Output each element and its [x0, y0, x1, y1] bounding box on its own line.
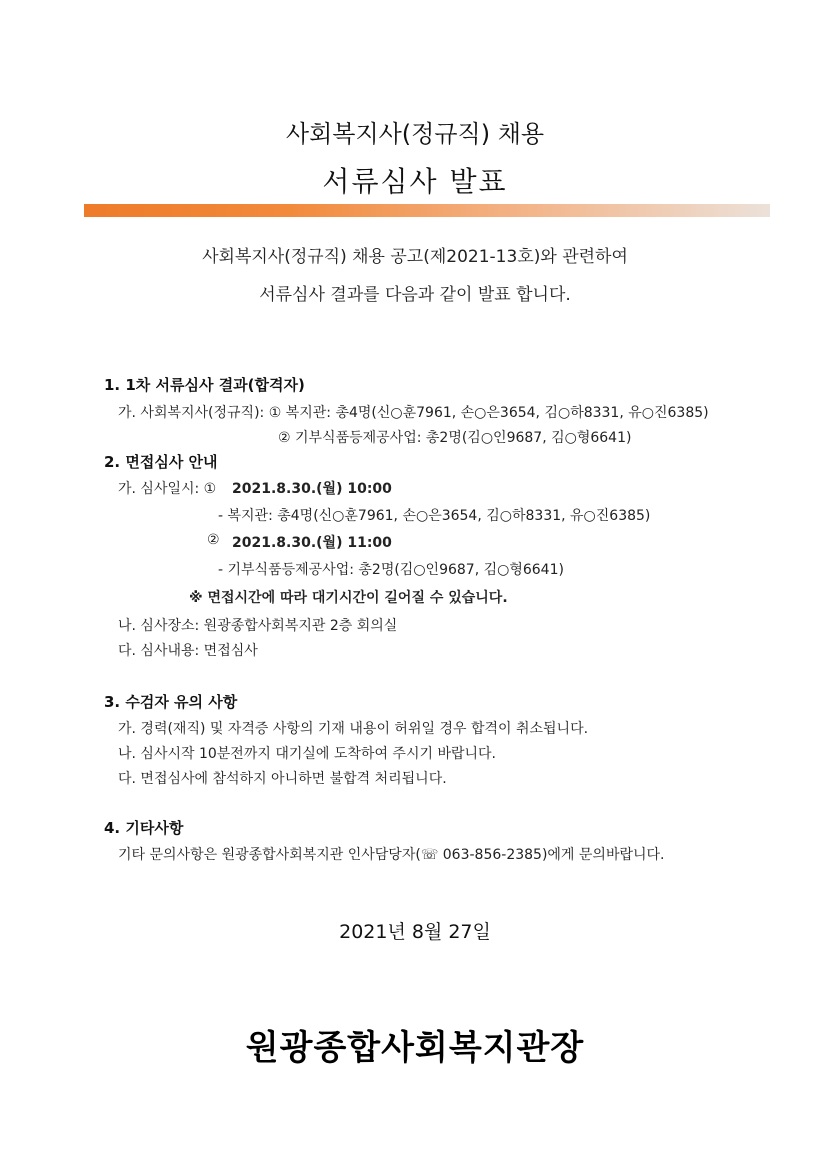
section-3-item-2: 나. 심사시작 10분전까지 대기실에 도착하여 주시기 바랍니다.	[118, 746, 496, 762]
schedule-label: 가. 심사일시: ①	[118, 481, 217, 497]
section-3-item-1: 가. 경력(재직) 및 자격증 사항의 기재 내용이 허위일 경우 합격이 취소됩니다.	[118, 721, 589, 737]
title-line-1: 사회복지사(정규직) 채용	[285, 120, 545, 148]
slot-1-detail: - 복지관: 총4명(신○훈7961, 손○은3654, 김○하8331, 유○진6385)	[218, 508, 651, 524]
content-text: 다. 심사내용: 면접심사	[118, 643, 258, 659]
slot-2-time: 2021.8.30.(월) 11:00	[232, 535, 392, 551]
title-line-2: 서류심사 발표	[322, 165, 508, 198]
section-1-line-2: ② 기부식품등제공사업: 총2명(김○인9687, 김○형6641)	[278, 430, 632, 446]
section-3-heading: 3. 수검자 유의 사항	[104, 693, 238, 711]
intro-line-2: 서류심사 결과를 다음과 같이 발표 합니다.	[259, 285, 571, 305]
section-1-line-1: 가. 사회복지사(정규직): ① 복지관: 총4명(신○훈7961, 손○은3654, 김○하8331, 유○진6385)	[118, 405, 709, 421]
section-4-heading: 4. 기타사항	[104, 819, 184, 837]
organization-name: 원광종합사회복지관장	[245, 1028, 585, 1068]
accent-gradient-bar	[84, 204, 770, 217]
issue-date: 2021년 8월 27일	[339, 921, 491, 943]
section-4-line: 기타 문의사항은 원광종합사회복지관 인사담당자(☏ 063-856-2385)에게 문의바랍니다.	[118, 847, 665, 863]
section-1-heading: 1. 1차 서류심사 결과(합격자)	[104, 376, 305, 394]
intro-line-1: 사회복지사(정규직) 채용 공고(제2021-13호)와 관련하여	[202, 247, 628, 267]
slot-1-time: 2021.8.30.(월) 10:00	[232, 481, 392, 497]
notice-text: ※ 면접시간에 따라 대기시간이 길어질 수 있습니다.	[189, 590, 508, 606]
section-2-heading: 2. 면접심사 안내	[104, 453, 218, 471]
slot-2-detail: - 기부식품등제공사업: 총2명(김○인9687, 김○형6641)	[218, 562, 564, 578]
slot-2-marker: ②	[207, 532, 220, 548]
place-text: 나. 심사장소: 원광종합사회복지관 2층 회의실	[118, 618, 398, 634]
section-3-item-3: 다. 면접심사에 참석하지 아니하면 불합격 처리됩니다.	[118, 771, 447, 787]
